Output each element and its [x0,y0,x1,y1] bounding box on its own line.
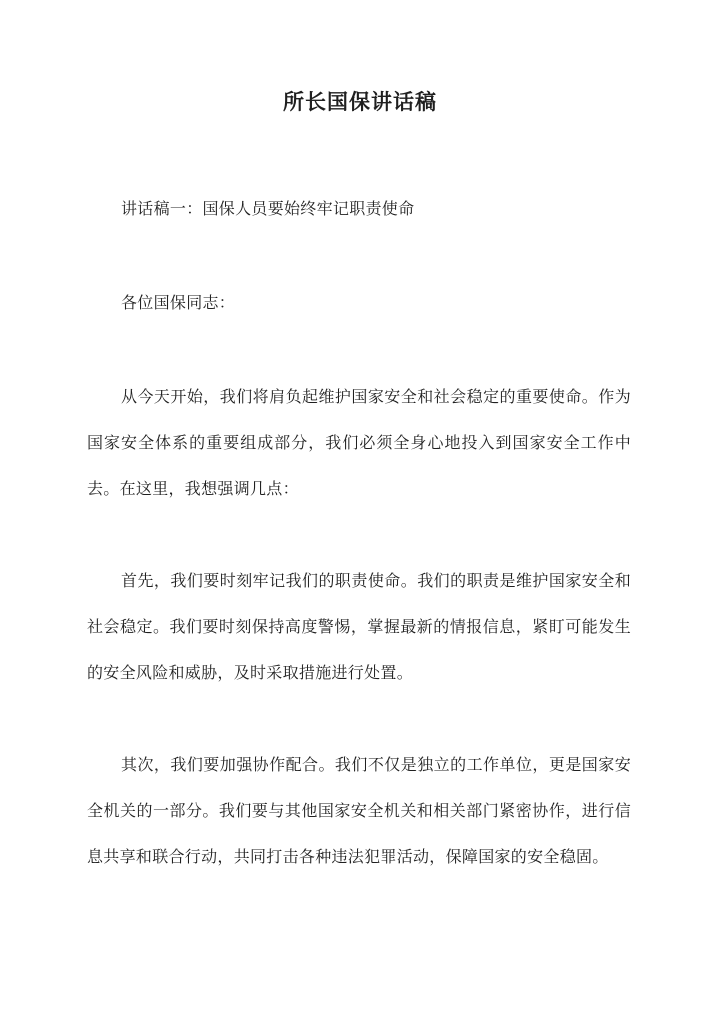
paragraph-intro: 从今天开始，我们将肩负起维护国家安全和社会稳定的重要使命。作为国家安全体系的重要组成部分，我们必须全身心地投入到国家安全工作中去。在这里，我想强调几点： [87,387,631,498]
paragraph-speech-heading: 讲话稿一：国保人员要始终牢记职责使命 [121,199,415,218]
document-title: 所长国保讲话稿 [283,89,437,114]
paragraph-salutation: 各位国保同志： [121,293,236,312]
paragraph-first-point: 首先，我们要时刻牢记我们的职责使命。我们的职责是维护国家安全和社会稳定。我们要时刻保持高度警惕，掌握最新的情报信息，紧盯可能发生的安全风险和威胁，及时采取措施进行处置。 [87,571,631,682]
paragraph-second-point: 其次，我们要加强协作配合。我们不仅是独立的工作单位，更是国家安全机关的一部分。我们要与其他国家安全机关和相关部门紧密协作，进行信息共享和联合行动，共同打击各种违法犯罪活动，保障国家的安全稳固。 [87,755,631,866]
